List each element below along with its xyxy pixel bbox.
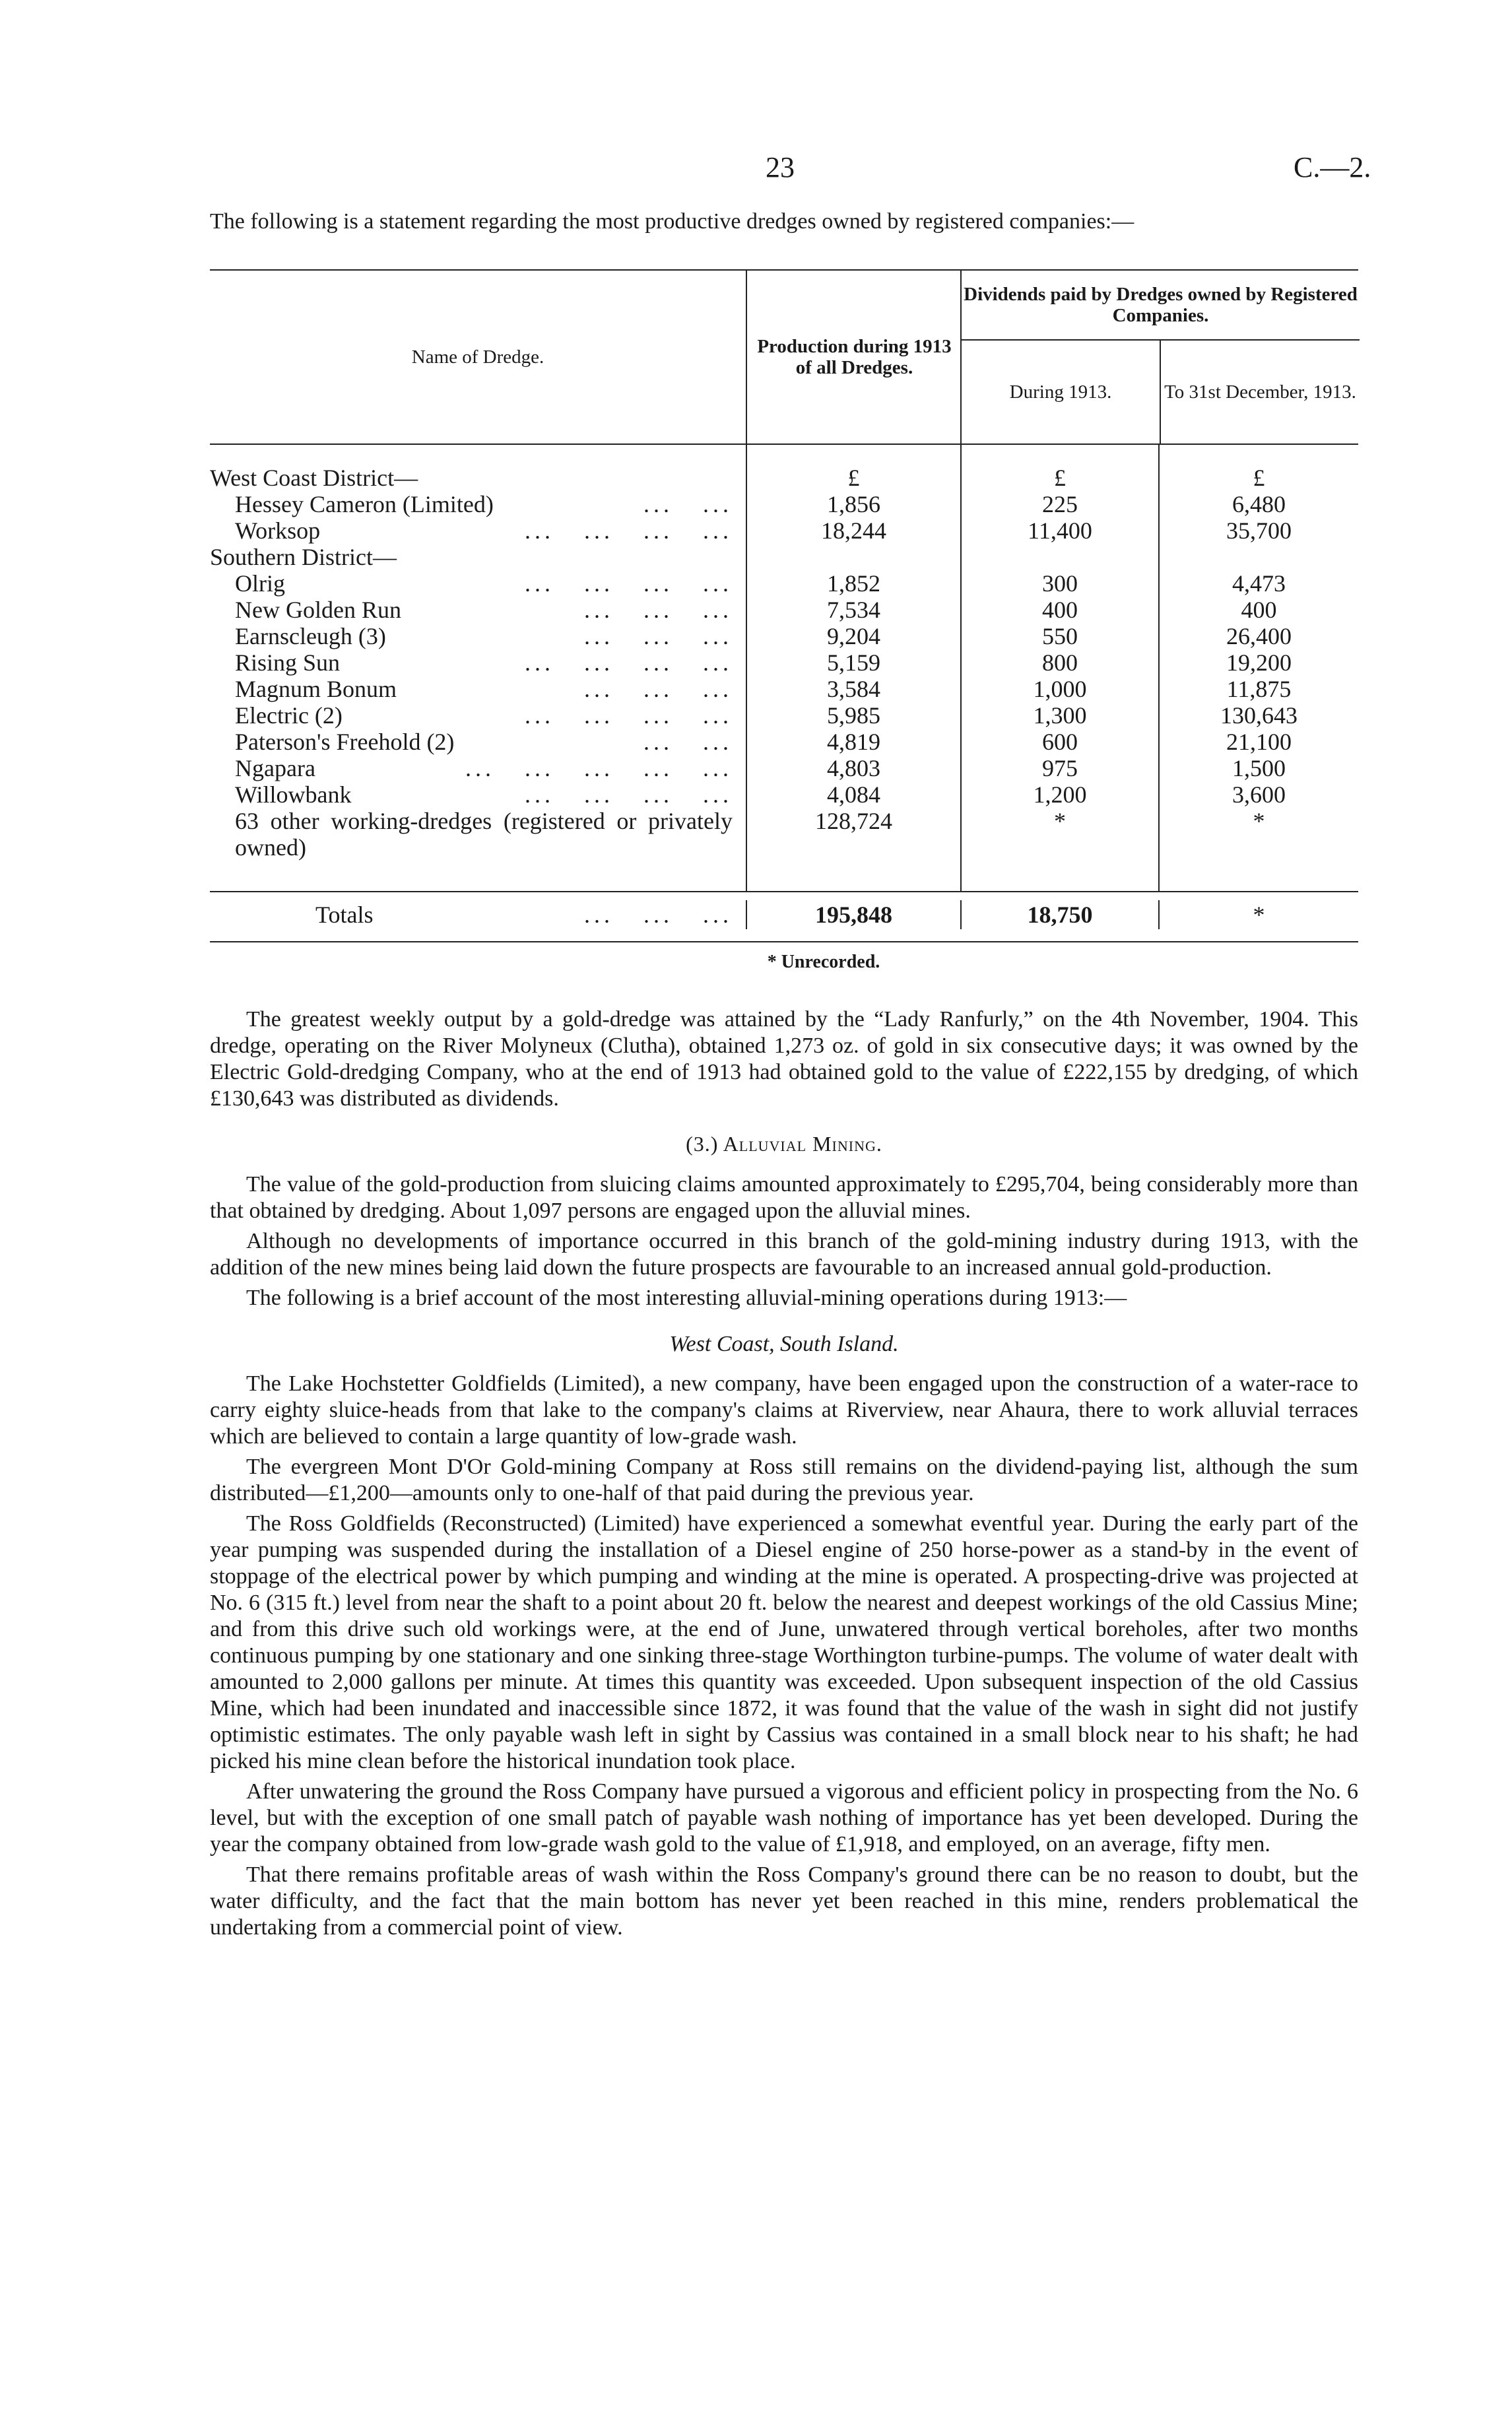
paragraph-ross-wash: That there remains profitable areas of wash within the Ross Company's ground there can be no reason to doubt, but the water difficulty, and the fact that the main bottom has never yet been reached in this mine, renders problematical the undertaking from a commercial point of view. — [210, 1862, 1358, 1940]
row-during: 1,200 — [960, 781, 1158, 808]
dredge-table — [210, 269, 1358, 973]
row-name: 63 other working-dredges (registered or privately owned) — [235, 808, 733, 861]
row-during: 300 — [960, 570, 1158, 597]
row-name: Paterson's Freehold (2) — [235, 729, 459, 755]
row-production: 1,852 — [746, 570, 960, 597]
header-dividends — [960, 271, 1360, 444]
paragraph-ross-company: After unwatering the ground the Ross Company have pursued a vigorous and efficient policy in prospecting from the No. 6 level, but with the exception of one small patch of payable wash nothing of importance has yet been developed. During the year the company obtained from low-grade wash gold to the value of £1,918, and employed, on an average, fifty men. — [210, 1779, 1358, 1857]
row-name: Earnscleugh (3) — [235, 623, 391, 649]
row-to-date: 400 — [1158, 597, 1358, 623]
body-text — [210, 1006, 1358, 1945]
paragraph-mont-dor: The evergreen Mont D'Or Gold-mining Company at Ross still remains on the dividend-paying list, although the sum distributed—£1,200—amounts only to one-half of that paid during the previous year. — [210, 1455, 1358, 1505]
row-name: Ngapara — [235, 755, 321, 781]
totals-production: 195,848 — [746, 900, 960, 929]
totals-to-date: * — [1158, 900, 1358, 929]
currency-to-date: £ — [1158, 465, 1358, 491]
row-name: West Coast District— — [210, 465, 418, 491]
row-name: Willowbank — [235, 781, 357, 808]
row-production: 18,244 — [746, 517, 960, 544]
table-row: Worksop ... ... ... ... 18,244 11,400 35,700 — [210, 517, 1358, 544]
row-during: 600 — [960, 729, 1158, 755]
row-production: 9,204 — [746, 623, 960, 649]
row-to-date: 21,100 — [1158, 729, 1358, 755]
row-name: Magnum Bonum — [235, 676, 402, 702]
currency-production: £ — [746, 465, 960, 491]
row-to-date: 1,500 — [1158, 755, 1358, 781]
row-production: 4,803 — [746, 755, 960, 781]
header-dividends-title: Dividends paid by Dredges owned by Registered Companies. — [962, 271, 1360, 341]
paragraph-ross-goldfields: The Ross Goldfields (Reconstructed) (Limited) have experienced a somewhat eventful year. During the early part of the year pumping was suspended during the installation of a Diesel engine of 250 horse-power as a stand-by in the event of stoppage of the electrical power by which pumping and winding at the mine is operated. A prospecting-drive was projected at No. 6 (315 ft.) level from near the shaft to a point about 20 ft. below the nearest and deepest workings of the old Cassius Mine; and from this drive such old workings were, at the end of June, unwatered through vertical boreholes, after two months continuous pumping by one stationary and one sinking three-stage Worthington turbine-pumps. The volume of water dealt with amounted to 2,000 gallons per minute. At times this quantity was exceeded. Upon subsequent inspection of the old Cassius Mine, which had been inundated and inaccessible since 1872, it was found that the value of the wash in sight did not justify optimistic estimates. The only payable wash left in sight by Cassius was contained in a small block near to his shaft; he had picked his mine clean before the historical inundation took place. — [210, 1511, 1358, 1773]
row-name: Southern District— — [210, 544, 397, 570]
paragraph-hochstetter: The Lake Hochstetter Goldfields (Limited), a new company, have been engaged upon the construction of a water-race to carry eighty sluice-heads from that lake to the company's claims at Riverview, near Ahaura, there to work alluvial terraces which are believed to contain a large quantity of low-grade wash. — [210, 1371, 1358, 1449]
paragraph-alluvial-value: The value of the gold-production from sluicing claims amounted approximately to £295,704, being considerably more than that obtained by dredging. About 1,097 persons are engaged upon the alluvial mines. — [210, 1172, 1358, 1223]
totals-row: Totals ... ... ... 195,848 18,750 * — [210, 891, 1358, 942]
table-row: Magnum Bonum ... ... ... 3,584 1,000 11,875 — [210, 676, 1358, 702]
table-body — [210, 445, 1358, 891]
row-name: Olrig — [235, 570, 290, 597]
table-row: Rising Sun ... ... ... ... 5,159 800 19,200 — [210, 649, 1358, 676]
row-during: 800 — [960, 649, 1158, 676]
row-production: 5,985 — [746, 702, 960, 729]
row-during: 1,300 — [960, 702, 1158, 729]
row-during: 225 — [960, 491, 1158, 517]
document-reference: C.—2. — [1294, 151, 1371, 183]
table-row: Earnscleugh (3) ... ... ... 9,204 550 26,400 — [210, 623, 1358, 649]
row-to-date: 130,643 — [1158, 702, 1358, 729]
row-during: * — [960, 808, 1158, 861]
row-name: Worksop — [235, 517, 325, 544]
row-name: Rising Sun — [235, 649, 345, 676]
table-footnote: * Unrecorded. — [767, 952, 880, 972]
row-production: 7,534 — [746, 597, 960, 623]
table-row: Hessey Cameron (Limited) ... ... 1,856 225 6,480 — [210, 491, 1358, 517]
row-during: 1,000 — [960, 676, 1158, 702]
row-name: New Golden Run — [235, 597, 407, 623]
row-production: 3,584 — [746, 676, 960, 702]
row-during: 400 — [960, 597, 1158, 623]
row-production: 128,724 — [746, 808, 960, 861]
subsection-heading-west-coast: West Coast, South Island. — [669, 1332, 899, 1356]
section-heading-alluvial-mining: (3.) Alluvial Mining. — [686, 1132, 882, 1156]
table-row: Ngapara ... ... ... ... ... 4,803 975 1,500 — [210, 755, 1358, 781]
table-header — [210, 269, 1358, 445]
row-production: 5,159 — [746, 649, 960, 676]
totals-during: 18,750 — [960, 900, 1158, 929]
page-header — [0, 150, 1512, 190]
table-row: Willowbank ... ... ... ... 4,084 1,200 3,600 — [210, 781, 1358, 808]
row-production: 1,856 — [746, 491, 960, 517]
row-production: 4,084 — [746, 781, 960, 808]
row-to-date: * — [1158, 808, 1358, 861]
row-to-date: 11,875 — [1158, 676, 1358, 702]
page-number: 23 — [766, 151, 795, 183]
row-name: Electric (2) — [235, 702, 348, 729]
currency-during: £ — [960, 465, 1158, 491]
row-to-date: 6,480 — [1158, 491, 1358, 517]
header-during: During 1913. — [1009, 381, 1112, 403]
row-during: 550 — [960, 623, 1158, 649]
paragraph-alluvial-account: The following is a brief account of the most interesting alluvial-mining operations during 1913:— — [246, 1286, 1127, 1310]
header-production: Production during 1913 of all Dredges. — [746, 271, 962, 444]
table-row: Electric (2) ... ... ... ... 5,985 1,300 130,643 — [210, 702, 1358, 729]
table-row: Olrig ... ... ... ... 1,852 300 4,473 — [210, 570, 1358, 597]
row-production: 4,819 — [746, 729, 960, 755]
totals-label: Totals — [315, 902, 378, 928]
header-to-date: To 31st December, 1913. — [1160, 341, 1360, 444]
row-to-date: 3,600 — [1158, 781, 1358, 808]
row-to-date: 4,473 — [1158, 570, 1358, 597]
table-row: New Golden Run ... ... ... 7,534 400 400 — [210, 597, 1358, 623]
table-intro: The following is a statement regarding the most productive dredges owned by registered companies:— — [210, 209, 1134, 234]
paragraph-lady-ranfurly: The greatest weekly output by a gold-dredge was attained by the “Lady Ranfurly,” on the 4th November, 1904. This dredge, operating on the River Molyneux (Clutha), obtained 1,273 oz. of gold in six consecutive days; it was owned by the Electric Gold-dredging Company, who at the end of 1913 had obtained gold to the value of £222,155 by dredging, of which £130,643 was distributed as dividends. — [210, 1007, 1358, 1111]
table-row — [210, 544, 1358, 570]
paragraph-alluvial-developments: Although no developments of importance occurred in this branch of the gold-mining industry during 1913, with the addition of the new mines being laid down the future prospects are favourable to an increased annual gold-production. — [210, 1229, 1358, 1280]
row-to-date: 35,700 — [1158, 517, 1358, 544]
row-name: Hessey Cameron (Limited) — [235, 491, 499, 517]
table-row — [210, 808, 1358, 861]
table-row — [210, 465, 1358, 491]
table-row: Paterson's Freehold (2) ... ... 4,819 600 21,100 — [210, 729, 1358, 755]
row-during: 975 — [960, 755, 1158, 781]
row-to-date: 26,400 — [1158, 623, 1358, 649]
row-during: 11,400 — [960, 517, 1158, 544]
row-to-date: 19,200 — [1158, 649, 1358, 676]
header-name: Name of Dredge. — [411, 346, 544, 368]
